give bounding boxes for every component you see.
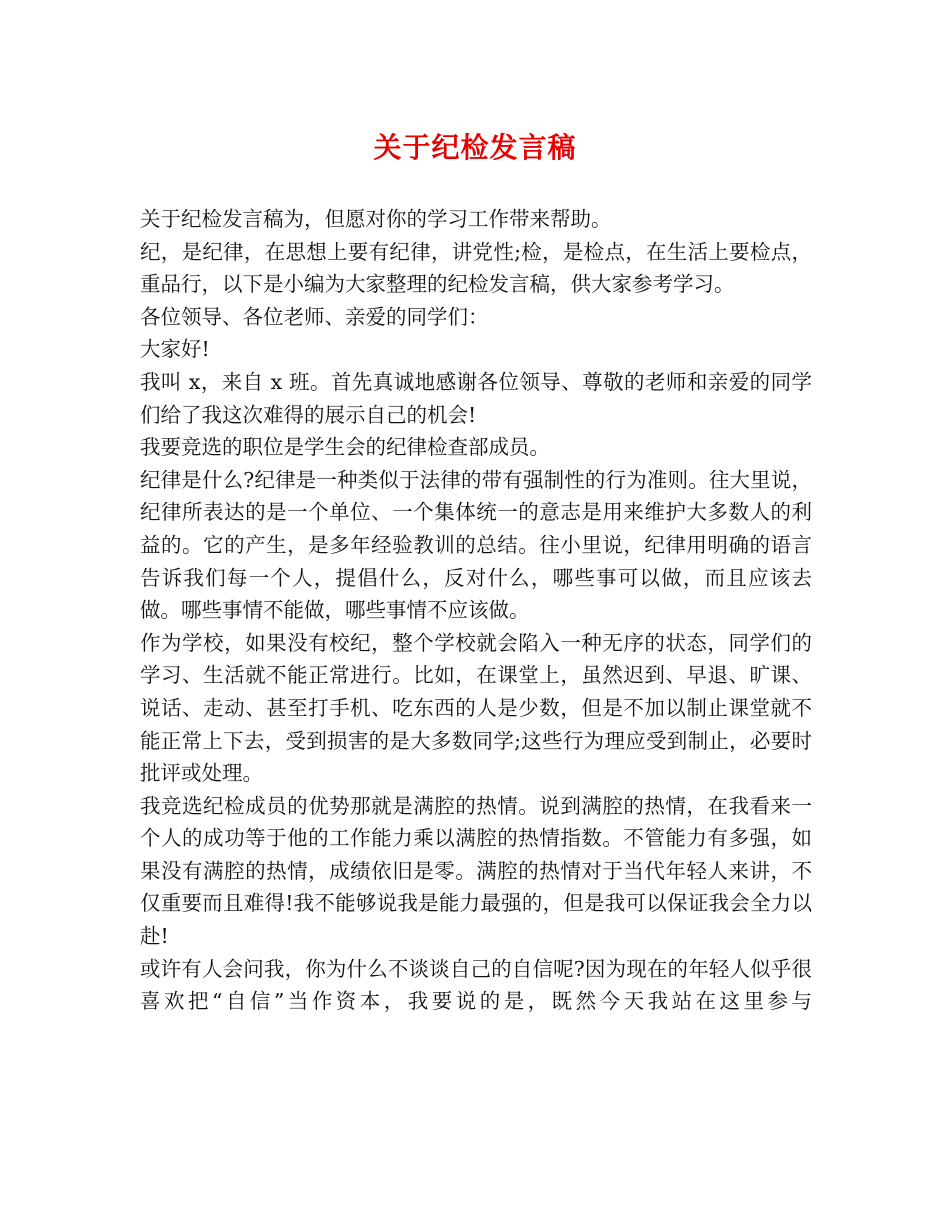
paragraph: 或许有人会问我，你为什么不谈谈自己的自信呢?因为现在的年轻人似乎很喜欢把“自信”当作资本，我要说的是，既然今天我站在这里参与 bbox=[140, 956, 812, 1014]
document-title: 关于纪检发言稿 bbox=[373, 131, 577, 164]
paragraph: 作为学校，如果没有校纪，整个学校就会陷入一种无序的状态，同学们的学习、生活就不能正常进行。比如，在课堂上，虽然迟到、早退、旷课、说话、走动、甚至打手机、吃东西的人是少数，但是不加以制止课堂就不能正常上下去，受到损害的是大多数同学;这些行为理应受到制止，必要时批评或处理。 bbox=[140, 630, 812, 786]
paragraph: 纪，是纪律，在思想上要有纪律，讲党性;检，是检点，在生活上要检点，重品行，以下是小编为大家整理的纪检发言稿，供大家参考学习。 bbox=[140, 239, 812, 297]
paragraph: 关于纪检发言稿为，但愿对你的学习工作带来帮助。 bbox=[140, 207, 612, 231]
document-body bbox=[140, 203, 812, 1018]
paragraph: 我叫 x，来自 x 班。首先真诚地感谢各位领导、尊敬的老师和亲爱的同学们给了我这次难得的展示自己的机会! bbox=[140, 369, 812, 427]
paragraph: 各位领导、各位老师、亲爱的同学们： bbox=[140, 304, 489, 329]
paragraph: 大家好! bbox=[140, 337, 210, 362]
paragraph: 我要竞选的职位是学生会的纪律检查部成员。 bbox=[140, 435, 550, 460]
paragraph: 我竞选纪检成员的优势那就是满腔的热情。说到满腔的热情，在我看来一个人的成功等于他的工作能力乘以满腔的热情指数。不管能力有多强，如果没有满腔的热情，成绩依旧是零。满腔的热情对于当代年轻人来讲，不仅重要而且难得!我不能够说我是能力最强的，但是我可以保证我会全力以赴! bbox=[140, 793, 812, 949]
paragraph: 纪律是什么?纪律是一种类似于法律的带有强制性的行为准则。往大里说，纪律所表达的是一个单位、一个集体统一的意志是用来维护大多数人的利益的。它的产生，是多年经验教训的总结。往小里说，纪律用明确的语言告诉我们每一个人，提倡什么，反对什么，哪些事可以做，而且应该去做。哪些事情不能做，哪些事情不应该做。 bbox=[140, 467, 812, 623]
